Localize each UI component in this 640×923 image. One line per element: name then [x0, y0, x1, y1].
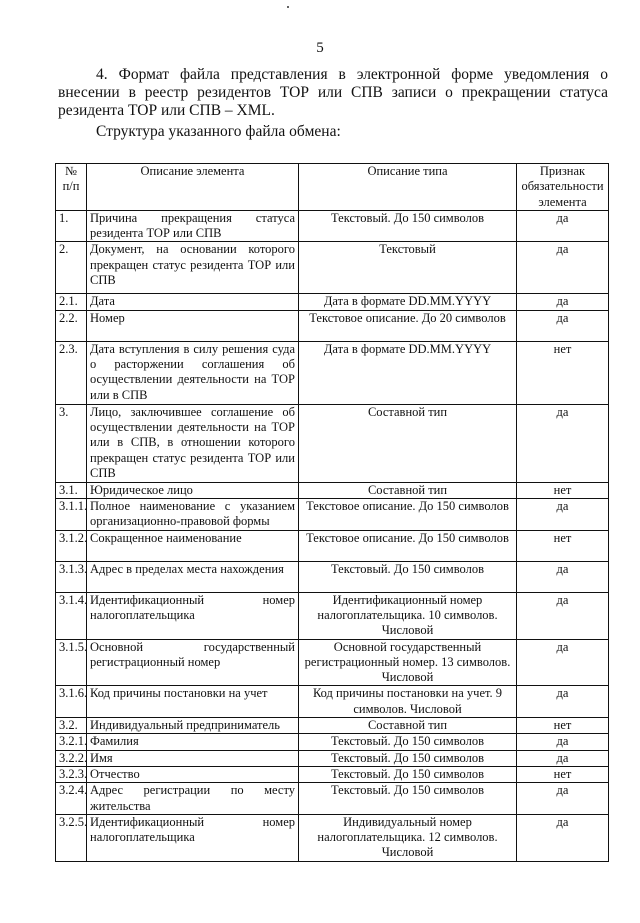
row-number: 3.1.3. [56, 561, 87, 592]
table-row [56, 341, 609, 404]
row-number: 3.1.5. [56, 639, 87, 686]
mandatory-flag: да [517, 783, 609, 815]
type-description: Составной тип [299, 404, 517, 482]
type-description: Дата в формате DD.MM.YYYY [299, 341, 517, 404]
mandatory-flag: да [517, 561, 609, 592]
element-description: Основной государственный регистрационный номер [87, 639, 299, 686]
type-description: Текстовый. До 150 символов [299, 750, 517, 766]
mandatory-flag: да [517, 592, 609, 639]
element-description: Идентификационный номер налогоплательщика [87, 592, 299, 639]
header-type-description: Описание типа [299, 164, 517, 211]
type-description: Текстовое описание. До 150 символов [299, 530, 517, 561]
element-description: Дата [87, 294, 299, 310]
row-number: 3.2.1. [56, 734, 87, 750]
type-description: Текстовый. До 150 символов [299, 734, 517, 750]
type-description: Текстовое описание. До 20 символов [299, 310, 517, 341]
type-description: Текстовый. До 150 символов [299, 766, 517, 782]
type-description: Идентификационный номер налогоплательщика. 10 символов. Числовой [299, 592, 517, 639]
mandatory-flag: нет [517, 718, 609, 734]
mandatory-flag: да [517, 499, 609, 531]
mandatory-flag: да [517, 294, 609, 310]
type-description: Текстовый. До 150 символов [299, 210, 517, 242]
row-number: 3.2. [56, 718, 87, 734]
mandatory-flag: нет [517, 341, 609, 404]
table-row [56, 210, 609, 242]
mandatory-flag: да [517, 210, 609, 242]
row-number: 3.1.4. [56, 592, 87, 639]
element-description: Документ, на основании которого прекращен статус резидента ТОР или СПВ [87, 242, 299, 294]
type-description: Основной государственный регистрационный номер. 13 символов. Числовой [299, 639, 517, 686]
table-row [56, 482, 609, 498]
mandatory-flag: да [517, 814, 609, 861]
file-structure-table [55, 163, 609, 862]
header-number: № п/п [56, 164, 87, 211]
type-description: Составной тип [299, 482, 517, 498]
mandatory-flag: да [517, 404, 609, 482]
row-number: 3.1.2. [56, 530, 87, 561]
row-number: 2.3. [56, 341, 87, 404]
scan-dot [287, 6, 289, 8]
mandatory-flag: да [517, 686, 609, 718]
mandatory-flag: да [517, 242, 609, 294]
table-row [56, 734, 609, 750]
mandatory-flag: да [517, 310, 609, 341]
table-row [56, 242, 609, 294]
table-row [56, 592, 609, 639]
table-row [56, 686, 609, 718]
row-number: 2.1. [56, 294, 87, 310]
table-row [56, 766, 609, 782]
element-description: Дата вступления в силу решения суда о расторжении соглашения об осуществлении деятельности на ТОР или в СПВ [87, 341, 299, 404]
row-number: 2. [56, 242, 87, 294]
row-number: 3.2.5. [56, 814, 87, 861]
row-number: 2.2. [56, 310, 87, 341]
type-description: Текстовое описание. До 150 символов [299, 499, 517, 531]
row-number: 3.2.3. [56, 766, 87, 782]
element-description: Адрес в пределах места нахождения [87, 561, 299, 592]
table-row [56, 530, 609, 561]
mandatory-flag: да [517, 639, 609, 686]
element-description: Индивидуальный предприниматель [87, 718, 299, 734]
element-description: Юридическое лицо [87, 482, 299, 498]
mandatory-flag: нет [517, 530, 609, 561]
row-number: 3.2.4. [56, 783, 87, 815]
table-row [56, 718, 609, 734]
table-row [56, 310, 609, 341]
table-header-row [56, 164, 609, 211]
type-description: Текстовый. До 150 символов [299, 561, 517, 592]
element-description: Фамилия [87, 734, 299, 750]
table-row [56, 750, 609, 766]
type-description: Код причины постановки на учет. 9 символов. Числовой [299, 686, 517, 718]
element-description: Полное наименование с указанием организационно-правовой формы [87, 499, 299, 531]
table-row [56, 814, 609, 861]
table-row [56, 561, 609, 592]
table-row [56, 639, 609, 686]
row-number: 3.1.1. [56, 499, 87, 531]
header-mandatory-flag: Признак обязательности элемента [517, 164, 609, 211]
type-description: Индивидуальный номер налогоплательщика. 12 символов. Числовой [299, 814, 517, 861]
section-intro-paragraph: 4. Формат файла представления в электронной форме уведомления о внесении в реестр резидентов ТОР или СПВ записи о прекращении статуса резидента ТОР или СПВ – XML. [58, 66, 608, 119]
page-number: 5 [316, 40, 324, 56]
element-description: Идентификационный номер налогоплательщика [87, 814, 299, 861]
type-description: Дата в формате DD.MM.YYYY [299, 294, 517, 310]
row-number: 1. [56, 210, 87, 242]
element-description: Лицо, заключившее соглашение об осуществлении деятельности на ТОР или в СПВ, в отношении которого прекращен статус резидента ТОР или СПВ [87, 404, 299, 482]
element-description: Имя [87, 750, 299, 766]
row-number: 3.1. [56, 482, 87, 498]
row-number: 3.1.6. [56, 686, 87, 718]
header-element-description: Описание элемента [87, 164, 299, 211]
table-row [56, 404, 609, 482]
mandatory-flag: да [517, 750, 609, 766]
element-description: Причина прекращения статуса резидента ТОР или СПВ [87, 210, 299, 242]
row-number: 3. [56, 404, 87, 482]
element-description: Сокращенное наименование [87, 530, 299, 561]
mandatory-flag: да [517, 734, 609, 750]
type-description: Текстовый. До 150 символов [299, 783, 517, 815]
mandatory-flag: нет [517, 766, 609, 782]
table-row [56, 294, 609, 310]
element-description: Отчество [87, 766, 299, 782]
element-description: Адрес регистрации по месту жительства [87, 783, 299, 815]
table-row [56, 783, 609, 815]
row-number: 3.2.2. [56, 750, 87, 766]
table-caption: Структура указанного файла обмена: [96, 123, 341, 140]
type-description: Составной тип [299, 718, 517, 734]
type-description: Текстовый [299, 242, 517, 294]
mandatory-flag: нет [517, 482, 609, 498]
element-description: Номер [87, 310, 299, 341]
table-row [56, 499, 609, 531]
element-description: Код причины постановки на учет [87, 686, 299, 718]
